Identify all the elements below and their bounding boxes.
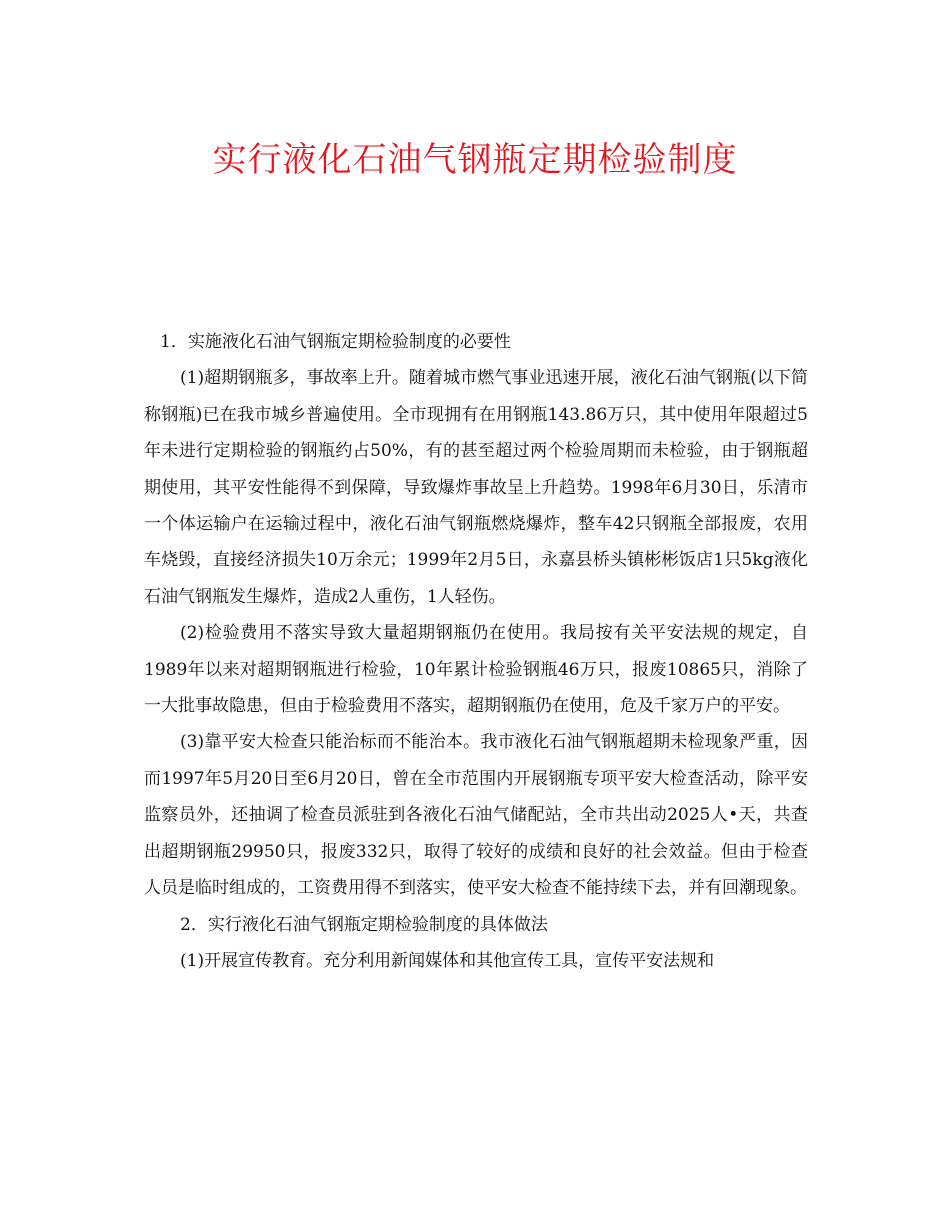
paragraph-3: (3)靠平安大检查只能治标而不能治本。我市液化石油气钢瓶超期未检现象严重，因而1997年5月20日至6月20日，曾在全市范围内开展钢瓶专项平安大检查活动，除平安监察员外，还抽调了检查员派驻到各液化石油气储配站，全市共出动2025人•天，共查出超期钢瓶29950只，报废332只，取得了较好的成绩和良好的社会效益。但由于检查人员是临时组成的，工资费用得不到落实，使平安大检查不能持续下去，并有回潮现象。 (144, 732, 808, 899)
section-heading-1: 1．实施液化石油气钢瓶定期检验制度的必要性 (160, 332, 511, 352)
paragraph-2: (2)检验费用不落实导致大量超期钢瓶仍在使用。我局按有关平安法规的规定，自1989年以来对超期钢瓶进行检验，10年累计检验钢瓶46万只，报废10865只，消除了一大批事故隐患，但由于检验费用不落实，超期钢瓶仍在使用，危及千家万户的平安。 (144, 623, 808, 717)
document-body (144, 324, 808, 979)
paragraph-1: (1)超期钢瓶多，事故率上升。随着城市燃气事业迅速开展，液化石油气钢瓶(以下简称钢瓶)已在我市城乡普遍使用。全市现拥有在用钢瓶143.86万只，其中使用年限超过5年未进行定期检验的钢瓶约占50%，有的甚至超过两个检验周期而未检验，由于钢瓶超期使用，其平安性能得不到保障，导致爆炸事故呈上升趋势。1998年6月30日，乐清市一个体运输户在运输过程中，液化石油气钢瓶燃烧爆炸，整车42只钢瓶全部报废，农用车烧毁，直接经济损失10万余元；1999年2月5日，永嘉县桥头镇彬彬饭店1只5kg液化石油气钢瓶发生爆炸，造成2人重伤，1人轻伤。 (144, 368, 808, 607)
document-title: 实行液化石油气钢瓶定期检验制度 (212, 140, 738, 180)
section-heading-2: 2．实行液化石油气钢瓶定期检验制度的具体做法 (180, 914, 548, 935)
paragraph-4: (1)开展宣传教育。充分利用新闻媒体和其他宣传工具，宣传平安法规和 (180, 950, 715, 971)
